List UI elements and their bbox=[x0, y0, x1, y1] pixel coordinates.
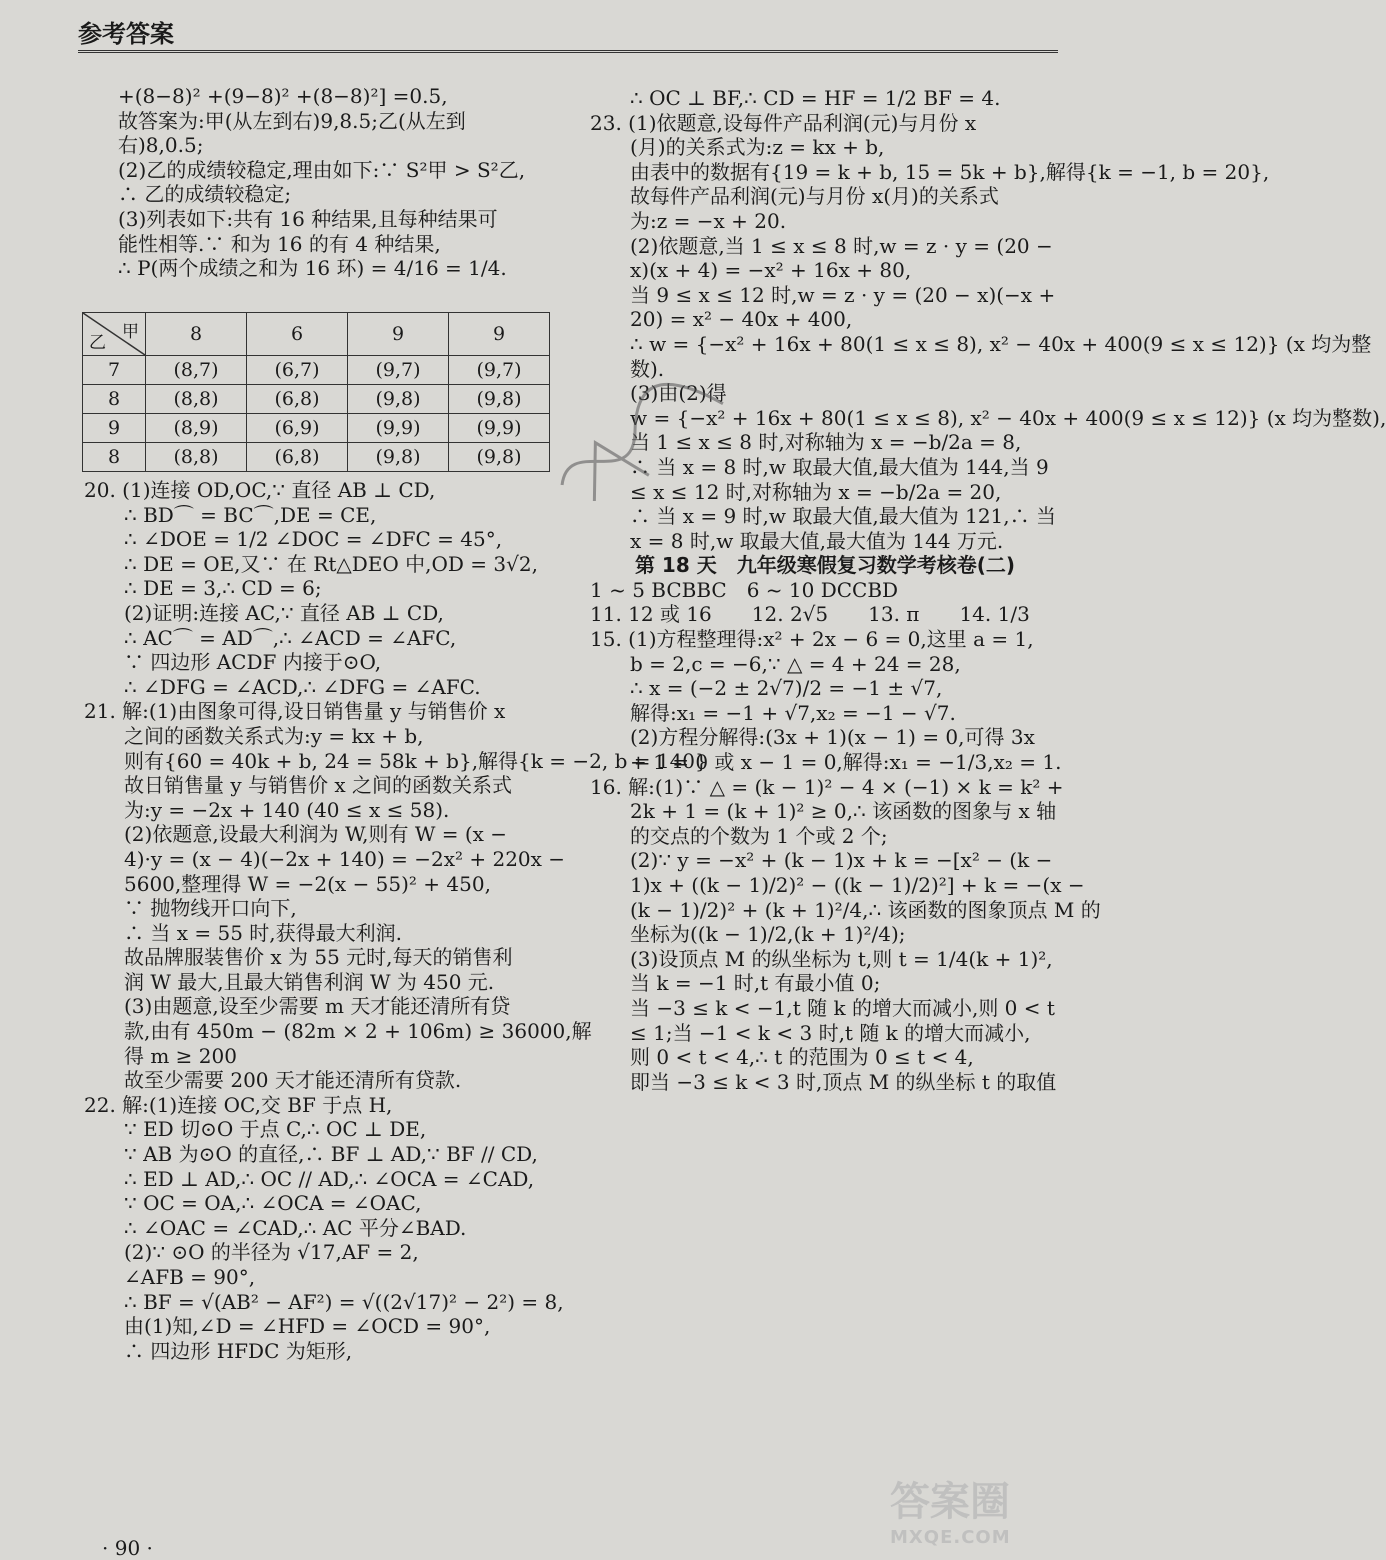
text-line: 2k + 1 = (k + 1)² ≥ 0,∴ 该函数的图象与 x 轴 bbox=[630, 799, 1057, 824]
text-line: ∴ 当 x = 8 时,w 取最大值,最大值为 144,当 9 bbox=[630, 454, 1049, 479]
table-cell: (9,8) bbox=[348, 443, 449, 472]
table-cell: (9,8) bbox=[449, 385, 550, 414]
table-cell: (9,8) bbox=[348, 385, 449, 414]
text-line: 1)x + ((k − 1)/2)² − ((k − 1)/2)²] + k = −(x − bbox=[630, 873, 1085, 897]
text-line: (2)依题意,设最大利润为 W,则有 W = (x − bbox=[124, 822, 508, 847]
text-line: 为:z = −x + 20. bbox=[630, 208, 787, 233]
table-cell: (6,7) bbox=[247, 356, 348, 385]
left-column bbox=[84, 84, 570, 281]
table-cell: (8,9) bbox=[146, 414, 247, 443]
text-line: ∴ OC ⊥ BF,∴ CD = HF = 1/2 BF = 4. bbox=[630, 86, 1001, 110]
text-line: 16. 解:(1)∵ △ = (k − 1)² − 4 × (−1) × k = k² + bbox=[590, 774, 1064, 799]
corner-label-bottom: 乙 bbox=[89, 333, 106, 353]
text-line: x)(x + 4) = −x² + 16x + 80, bbox=[630, 258, 912, 283]
text-line: (2)证明:连接 AC,∵ 直径 AB ⊥ CD, bbox=[124, 600, 444, 625]
text-line: (2)∵ y = −x² + (k − 1)x + k = −[x² − (k − bbox=[630, 848, 1053, 873]
text-line: ∴ BF = √(AB² − AF²) = √((2√17)² − 2²) = 8, bbox=[124, 1289, 564, 1314]
header-title: 参考答案 bbox=[78, 20, 174, 48]
table-cell: (6,9) bbox=[247, 414, 348, 443]
table-cell: (8,8) bbox=[146, 385, 247, 414]
text-line: 故答案为:甲(从左到右)9,8.5;乙(从左到 bbox=[118, 108, 466, 133]
table-cell: (6,8) bbox=[247, 443, 348, 472]
text-line: ∴ 当 x = 55 时,获得最大利润. bbox=[124, 920, 402, 945]
text-line: ∴ 乙的成绩较稳定; bbox=[118, 182, 292, 207]
text-line: ≤ 1;当 −1 < k < 3 时,t 随 k 的增大而减小, bbox=[630, 1020, 1031, 1045]
text-line: 故品牌服装售价 x 为 55 元时,每天的销售利 bbox=[124, 945, 513, 970]
text-line: 解得:x₁ = −1 + √7,x₂ = −1 − √7. bbox=[630, 700, 956, 725]
text-line: 款,由有 450m − (82m × 2 + 106m) ≥ 36000,解 bbox=[124, 1019, 592, 1044]
right-column bbox=[590, 86, 1386, 1094]
table-row-label: 7 bbox=[83, 356, 146, 385]
watermark-logo bbox=[890, 1470, 1070, 1550]
text-line: 当 9 ≤ x ≤ 12 时,w = z · y = (20 − x)(−x + bbox=[630, 282, 1056, 307]
text-line: ∴ DE = 3,∴ CD = 6; bbox=[124, 576, 322, 601]
text-line: ∴ 四边形 HFDC 为矩形, bbox=[124, 1338, 353, 1363]
text-line: 当 k = −1 时,t 有最小值 0; bbox=[630, 971, 881, 996]
text-line: 20. (1)连接 OD,OC,∵ 直径 AB ⊥ CD, bbox=[84, 478, 436, 502]
text-line: (3)由题意,设至少需要 m 天才能还清所有贷 bbox=[124, 994, 511, 1019]
text-line: ∠AFB = 90°, bbox=[124, 1265, 256, 1289]
text-line: (2)乙的成绩较稳定,理由如下:∵ S²甲 > S²乙, bbox=[118, 157, 526, 182]
text-line: ∴ P(两个成绩之和为 16 环) = 4/16 = 1/4. bbox=[118, 256, 507, 281]
table-header-cell: 8 bbox=[146, 313, 247, 356]
table-header-row bbox=[83, 313, 550, 356]
table-row-label: 9 bbox=[83, 414, 146, 443]
text-line: 4)·y = (x − 4)(−2x + 140) = −2x² + 220x − bbox=[124, 846, 566, 871]
table-header-cell: 9 bbox=[348, 313, 449, 356]
text-line: ∴ x = (−2 ± 2√7)/2 = −1 ± √7, bbox=[630, 676, 943, 701]
text-line: 22. 解:(1)连接 OC,交 BF 于点 H, bbox=[84, 1092, 393, 1117]
table-cell: (9,9) bbox=[348, 414, 449, 443]
text-line: w = {−x² + 16x + 80(1 ≤ x ≤ 8), x² − 40x + 400(9 ≤ x ≤ 12)} (x 均为整数), bbox=[630, 405, 1386, 430]
table-cell: (8,7) bbox=[146, 356, 247, 385]
text-line: x = 8 时,w 取最大值,最大值为 144 万元. bbox=[630, 528, 1004, 553]
text-line: (k − 1)/2)² + (k + 1)²/4,∴ 该函数的图象顶点 M 的 bbox=[630, 897, 1101, 922]
text-line: 能性相等.∵ 和为 16 的有 4 种结果, bbox=[118, 231, 441, 256]
text-line: 的交点的个数为 1 个或 2 个; bbox=[630, 823, 888, 848]
table-cell: (9,7) bbox=[449, 356, 550, 385]
text-line: 21. 解:(1)由图象可得,设日销售量 y 与销售价 x bbox=[84, 699, 506, 724]
text-line: + 1 = 0 或 x − 1 = 0,解得:x₁ = −1/3,x₂ = 1. bbox=[630, 750, 1062, 775]
text-line: (3)设顶点 M 的纵坐标为 t,则 t = 1/4(k + 1)², bbox=[630, 946, 1053, 971]
text-line: 得 m ≥ 200 bbox=[124, 1043, 237, 1068]
table-cell: (9,7) bbox=[348, 356, 449, 385]
text-line: 23. (1)依题意,设每件产品利润(元)与月份 x bbox=[590, 110, 977, 135]
text-line: 之间的函数关系式为:y = kx + b, bbox=[124, 723, 424, 748]
text-line: ≤ x ≤ 12 时,对称轴为 x = −b/2a = 20, bbox=[630, 479, 1002, 504]
text-line: 15. (1)方程整理得:x² + 2x − 6 = 0,这里 a = 1, bbox=[590, 627, 1034, 652]
text-line: 当 −3 ≤ k < −1,t 随 k 的增大而减小,则 0 < t bbox=[630, 995, 1055, 1020]
text-line: 为:y = −2x + 140 (40 ≤ x ≤ 58). bbox=[124, 797, 450, 822]
text-line: ∵ 抛物线开口向下, bbox=[124, 896, 297, 921]
text-line: ∵ AB 为⊙O 的直径,∴ BF ⊥ AD,∵ BF // CD, bbox=[124, 1142, 538, 1167]
page-header bbox=[78, 14, 1058, 53]
page-number: · 90 · bbox=[102, 1536, 153, 1560]
text-line: ∴ ED ⊥ AD,∴ OC // AD,∴ ∠OCA = ∠CAD, bbox=[124, 1166, 535, 1191]
table-header-cell: 9 bbox=[449, 313, 550, 356]
text-line: ∴ ∠DFG = ∠ACD,∴ ∠DFG = ∠AFC. bbox=[124, 674, 481, 699]
table-header-cell: 6 bbox=[247, 313, 348, 356]
table-corner-cell bbox=[83, 313, 146, 356]
text-line: (2)依题意,当 1 ≤ x ≤ 8 时,w = z · y = (20 − bbox=[630, 233, 1053, 258]
outcome-table bbox=[82, 312, 550, 472]
text-line: 坐标为((k − 1)/2,(k + 1)²/4); bbox=[630, 922, 906, 947]
text-line: ∴ 当 x = 9 时,w 取最大值,最大值为 121,∴ 当 bbox=[630, 504, 1056, 529]
table-row-label: 8 bbox=[83, 443, 146, 472]
text-line: ∴ w = {−x² + 16x + 80(1 ≤ x ≤ 8), x² − 40x + 400(9 ≤ x ≤ 12)} (x 均为整 bbox=[630, 331, 1372, 356]
text-line: ∴ ∠DOE = 1/2 ∠DOC = ∠DFC = 45°, bbox=[124, 527, 503, 552]
text-line: ∴ ∠OAC = ∠CAD,∴ AC 平分∠BAD. bbox=[124, 1215, 467, 1240]
text-line: ∵ 四边形 ACDF 内接于⊙O, bbox=[124, 650, 382, 675]
watermark-main: 答案圈 bbox=[890, 1479, 1010, 1525]
table-cell: (9,9) bbox=[449, 414, 550, 443]
table-row bbox=[83, 443, 550, 472]
table-row bbox=[83, 356, 550, 385]
text-line: 故日销售量 y 与销售价 x 之间的函数关系式 bbox=[124, 773, 513, 798]
text-line: +(8−8)² +(9−8)² +(8−8)²] =0.5, bbox=[118, 84, 448, 108]
corner-label-top: 甲 bbox=[122, 322, 139, 342]
table-cell: (8,8) bbox=[146, 443, 247, 472]
text-line: 则 0 < t < 4,∴ t 的范围为 0 ≤ t < 4, bbox=[630, 1045, 974, 1070]
text-line: 润 W 最大,且最大销售利润 W 为 450 元. bbox=[124, 969, 495, 994]
table-row bbox=[83, 385, 550, 414]
text-line: 5600,整理得 W = −2(x − 55)² + 450, bbox=[124, 871, 491, 896]
text-line: 故至少需要 200 天才能还清所有贷款. bbox=[124, 1068, 462, 1093]
left-column-lower bbox=[84, 478, 708, 1363]
text-line: 即当 −3 ≤ k < 3 时,顶点 M 的纵坐标 t 的取值 bbox=[630, 1069, 1057, 1094]
text-line: ∴ BD⌒ = BC⌒,DE = CE, bbox=[124, 502, 377, 527]
table-row-label: 8 bbox=[83, 385, 146, 414]
text-line: (2)方程分解得:(3x + 1)(x − 1) = 0,可得 3x bbox=[630, 725, 1035, 750]
text-line: 故每件产品利润(元)与月份 x(月)的关系式 bbox=[630, 184, 999, 209]
text-line: b = 2,c = −6,∵ △ = 4 + 24 = 28, bbox=[630, 651, 961, 676]
text-line: ∴ DE = OE,又∵ 在 Rt△DEO 中,OD = 3√2, bbox=[124, 551, 538, 576]
text-line: (2)∵ ⊙O 的半径为 √17,AF = 2, bbox=[124, 1240, 419, 1265]
text-line: (3)列表如下:共有 16 种结果,且每种结果可 bbox=[118, 206, 498, 231]
table-cell: (9,8) bbox=[449, 443, 550, 472]
text-line: (月)的关系式为:z = kx + b, bbox=[630, 135, 885, 160]
text-line: 当 1 ≤ x ≤ 8 时,对称轴为 x = −b/2a = 8, bbox=[630, 430, 1022, 455]
text-line: 数). bbox=[630, 356, 665, 381]
text-line: 右)8,0.5; bbox=[118, 133, 204, 158]
text-line: ∵ OC = OA,∴ ∠OCA = ∠OAC, bbox=[124, 1191, 422, 1216]
text-line: ∵ ED 切⊙O 于点 C,∴ OC ⊥ DE, bbox=[124, 1117, 427, 1142]
watermark-sub: MXQE.COM bbox=[890, 1527, 1011, 1548]
table-cell: (6,8) bbox=[247, 385, 348, 414]
text-line: 则有{60 = 40k + b, 24 = 58k + b},解得{k = −2, b = 140} bbox=[124, 748, 708, 773]
section-title: 第 18 天 九年级寒假复习数学考核卷(二) bbox=[634, 553, 1016, 578]
text-line: 由(1)知,∠D = ∠HFD = ∠OCD = 90°, bbox=[124, 1314, 491, 1339]
text-line: 由表中的数据有{19 = k + b, 15 = 5k + b},解得{k = −1, b = 20}, bbox=[630, 159, 1270, 184]
text-line: ∴ AC⌒ = AD⌒,∴ ∠ACD = ∠AFC, bbox=[124, 625, 457, 650]
text-line: (3)由(2)得 bbox=[630, 381, 727, 406]
text-line: 1 ~ 5 BCBBC 6 ~ 10 DCCBD bbox=[590, 577, 899, 602]
text-line: 20) = x² − 40x + 400, bbox=[630, 307, 853, 332]
table-row bbox=[83, 414, 550, 443]
text-line: 11. 12 或 16 12. 2√5 13. π 14. 1/3 bbox=[590, 602, 1030, 627]
